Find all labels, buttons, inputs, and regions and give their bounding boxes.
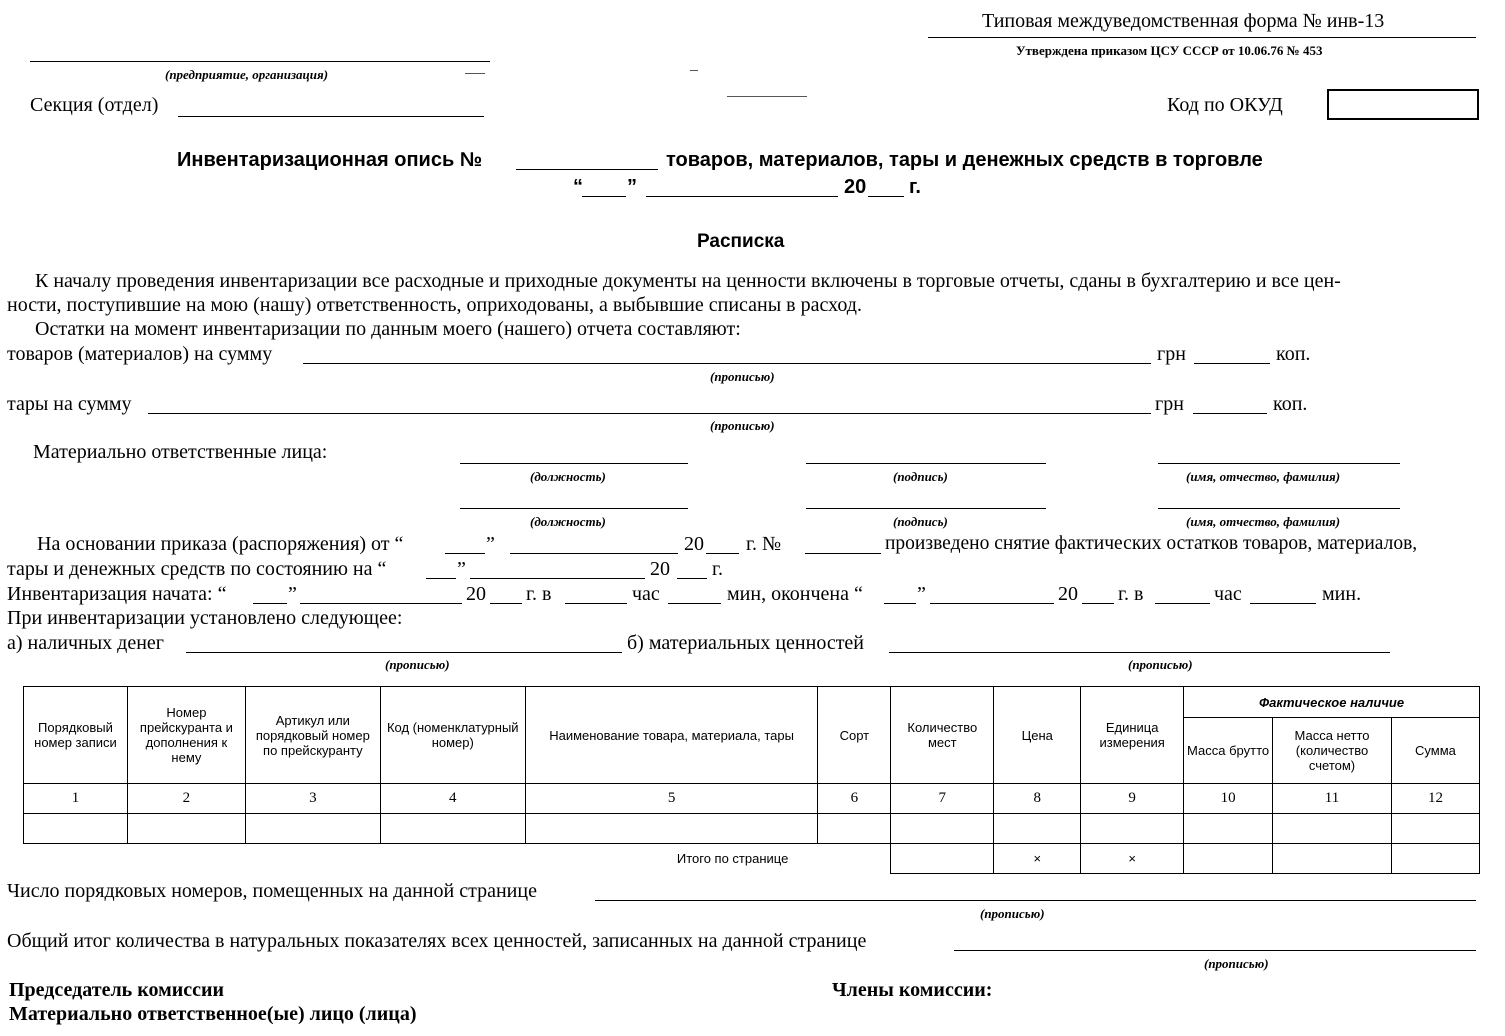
responsible-person-label: Материально ответственное(ые) лицо (лица) <box>9 1003 417 1025</box>
column-numbers-row <box>24 784 1480 814</box>
materials-field[interactable] <box>889 652 1390 653</box>
header-item-name: Наименование товара, материала, тары <box>525 687 818 784</box>
document-title-left: Инвентаризационная опись № <box>177 149 483 171</box>
start-minute-field[interactable] <box>668 603 721 604</box>
total-unit-cell: × <box>1081 844 1184 874</box>
header-grade: Сорт <box>818 687 891 784</box>
state-month-field[interactable] <box>470 578 645 579</box>
order-day-field[interactable] <box>445 553 485 554</box>
organization-caption: (предприятие, организация) <box>165 67 329 82</box>
grand-total-caption: (прописью) <box>1204 956 1269 971</box>
start-day-field[interactable] <box>253 603 287 604</box>
column-number: 7 <box>891 784 994 814</box>
started-text-e: час <box>632 583 660 605</box>
name-caption-2: (имя, отчество, фамилия) <box>1186 514 1341 529</box>
header-unit: Единица измерения <box>1081 687 1184 784</box>
record-count-label: Число порядковых номеров, помещенных на данной странице <box>7 880 537 902</box>
goods-kopecks-label: коп. <box>1276 343 1311 365</box>
materials-in-words-caption: (прописью) <box>1128 657 1193 672</box>
approval-note: Утверждена приказом ЦСУ СССР от 10.06.76 № 453 <box>1016 43 1323 58</box>
total-net-cell[interactable] <box>1273 844 1392 874</box>
document-title-right: товаров, материалов, тары и денежных средств в торговле <box>666 149 1263 171</box>
tare-in-words-caption: (прописью) <box>710 418 775 433</box>
goods-kopecks-field[interactable] <box>1194 363 1270 364</box>
column-number: 1 <box>24 784 128 814</box>
table-cell[interactable] <box>1391 814 1479 844</box>
order-number-field[interactable] <box>805 553 881 554</box>
goods-in-words-caption: (прописью) <box>710 369 775 384</box>
inventory-table <box>23 686 1480 874</box>
position-caption-1: (должность) <box>530 469 606 484</box>
receipt-paragraph-line1: К началу проведения инвентаризации все расходные и приходные документы на ценности включены в торговые отчеты, сданы в бухгалтерию и все цен- <box>35 270 1341 292</box>
position-field-1[interactable] <box>460 463 688 464</box>
start-hour-field[interactable] <box>565 603 627 604</box>
column-number: 9 <box>1081 784 1184 814</box>
end-hour-field[interactable] <box>1155 603 1210 604</box>
order-text-e: произведено снятие фактических остатков товаров, материалов, <box>885 533 1418 554</box>
started-text-f: мин, окончена “ <box>727 583 863 605</box>
total-price-cell: × <box>994 844 1081 874</box>
total-sum-cell[interactable] <box>1391 844 1479 874</box>
signature-field-1[interactable] <box>806 463 1046 464</box>
date-year-field[interactable] <box>868 196 904 197</box>
header-sum: Сумма <box>1391 718 1479 784</box>
chairman-label: Председатель комиссии <box>9 979 225 1001</box>
started-text-c: 20 <box>466 583 486 605</box>
signature-field-2[interactable] <box>806 508 1046 509</box>
table-cell[interactable] <box>127 814 245 844</box>
table-cell[interactable] <box>994 814 1081 844</box>
state-text-b: ” <box>457 558 466 580</box>
balances-intro: Остатки на момент инвентаризации по данным моего (нашего) отчета составляют: <box>35 318 741 340</box>
column-number: 11 <box>1273 784 1392 814</box>
receipt-heading: Расписка <box>697 231 785 252</box>
name-field-1[interactable] <box>1158 463 1400 464</box>
organization-field[interactable] <box>30 61 490 62</box>
started-text-k: мин. <box>1322 583 1362 605</box>
document-number-field[interactable] <box>516 169 658 170</box>
scan-mark <box>465 73 485 74</box>
column-number: 6 <box>818 784 891 814</box>
started-text-b: ” <box>288 583 297 605</box>
form-type-title: Типовая междуведомственная форма № инв-13 <box>982 10 1385 32</box>
header-price: Цена <box>994 687 1081 784</box>
scan-mark <box>690 70 698 71</box>
table-cell[interactable] <box>24 814 128 844</box>
table-cell[interactable] <box>818 814 891 844</box>
tare-kopecks-field[interactable] <box>1193 413 1267 414</box>
receipt-paragraph-line2: ности, поступившие на мою (нашу) ответственность, оприходованы, а выбывшие списаны в расход. <box>7 294 862 316</box>
date-day-field[interactable] <box>582 196 626 197</box>
started-text-a: Инвентаризация начата: “ <box>7 583 227 605</box>
column-number: 3 <box>245 784 380 814</box>
signature-caption-2: (подпись) <box>893 514 948 529</box>
cash-label: а) наличных денег <box>7 632 165 654</box>
okud-code-box[interactable] <box>1327 89 1479 120</box>
date-year-suffix: г. <box>909 176 921 198</box>
state-year-field[interactable] <box>677 578 707 579</box>
grand-total-field[interactable] <box>954 950 1476 951</box>
date-open-quote: “ <box>573 176 583 198</box>
okud-label: Код по ОКУД <box>1167 94 1283 116</box>
table-cell[interactable] <box>245 814 380 844</box>
header-pricelist-number: Номер прейскуранта и дополнения к нему <box>127 687 245 784</box>
table-cell[interactable] <box>380 814 525 844</box>
header-places-count: Количество мест <box>891 687 994 784</box>
order-year-field[interactable] <box>706 553 739 554</box>
header-record-number: Порядковый номер записи <box>24 687 128 784</box>
table-row <box>24 814 1480 844</box>
end-month-field[interactable] <box>930 603 1054 604</box>
state-text-a: тары и денежных средств по состоянию на “ <box>7 558 387 580</box>
header-gross-mass: Масса брутто <box>1184 718 1273 784</box>
order-text-d: г. № <box>746 533 782 555</box>
goods-currency: грн <box>1157 343 1186 365</box>
tare-amount-label: тары на сумму <box>7 393 132 415</box>
header-net-mass: Масса нетто (количество счетом) <box>1273 718 1392 784</box>
table-cell[interactable] <box>1184 814 1273 844</box>
table-cell[interactable] <box>1081 814 1184 844</box>
header-article: Артикул или порядковый номер по прейскуранту <box>245 687 380 784</box>
header-actual-availability: Фактическое наличие <box>1184 687 1480 718</box>
state-day-field[interactable] <box>426 578 456 579</box>
start-year-field[interactable] <box>490 603 522 604</box>
date-close-quote: ” <box>627 176 637 198</box>
table-cell[interactable] <box>1273 814 1392 844</box>
column-number: 4 <box>380 784 525 814</box>
record-count-field[interactable] <box>595 900 1476 901</box>
started-text-i: г. в <box>1118 583 1144 605</box>
end-year-field[interactable] <box>1082 603 1114 604</box>
header-code: Код (номенклатурный номер) <box>380 687 525 784</box>
goods-amount-label: товаров (материалов) на сумму <box>7 343 273 365</box>
state-text-d: г. <box>712 558 723 580</box>
order-month-field[interactable] <box>510 553 678 554</box>
column-number: 8 <box>994 784 1081 814</box>
started-text-j: час <box>1214 583 1242 605</box>
tare-currency: грн <box>1155 393 1184 415</box>
tare-kopecks-label: коп. <box>1273 393 1308 415</box>
page-total-row <box>24 844 1480 874</box>
column-number: 2 <box>127 784 245 814</box>
record-count-caption: (прописью) <box>980 906 1045 921</box>
section-field[interactable] <box>178 116 484 117</box>
table-cell[interactable] <box>525 814 818 844</box>
started-text-g: ” <box>917 583 926 605</box>
total-places-cell[interactable] <box>891 844 994 874</box>
column-number: 12 <box>1391 784 1479 814</box>
findings-intro: При инвентаризации установлено следующее: <box>7 607 403 629</box>
column-number: 10 <box>1184 784 1273 814</box>
order-text-c: 20 <box>684 533 704 555</box>
cash-field[interactable] <box>186 652 622 653</box>
total-gross-cell[interactable] <box>1184 844 1273 874</box>
state-text-c: 20 <box>650 558 670 580</box>
name-caption-1: (имя, отчество, фамилия) <box>1186 469 1341 484</box>
section-label: Секция (отдел) <box>30 94 159 116</box>
end-minute-field[interactable] <box>1250 603 1316 604</box>
grand-total-label: Общий итог количества в натуральных показателях всех ценностей, записанных на данной странице <box>7 930 867 952</box>
position-caption-2: (должность) <box>530 514 606 529</box>
column-number: 5 <box>525 784 818 814</box>
tare-amount-field[interactable] <box>148 413 1151 414</box>
form-title-underline <box>928 37 1476 38</box>
scan-mark <box>727 96 807 97</box>
name-field-2[interactable] <box>1158 508 1400 509</box>
cash-in-words-caption: (прописью) <box>385 657 450 672</box>
date-month-field[interactable] <box>646 196 838 197</box>
order-text-b: ” <box>486 533 495 555</box>
end-day-field[interactable] <box>884 603 916 604</box>
signature-caption-1: (подпись) <box>893 469 948 484</box>
date-year-prefix: 20 <box>844 176 867 198</box>
table-cell[interactable] <box>891 814 994 844</box>
started-text-d: г. в <box>526 583 552 605</box>
members-label: Члены комиссии: <box>832 979 993 1001</box>
order-text-a: На основании приказа (распоряжения) от “ <box>37 533 404 555</box>
start-month-field[interactable] <box>300 603 462 604</box>
materials-label: б) материальных ценностей <box>627 632 865 654</box>
started-text-h: 20 <box>1058 583 1078 605</box>
position-field-2[interactable] <box>460 508 688 509</box>
responsible-persons-label: Материально ответственные лица: <box>33 441 328 463</box>
page-total-label: Итого по странице <box>24 844 891 874</box>
goods-amount-field[interactable] <box>303 363 1151 364</box>
